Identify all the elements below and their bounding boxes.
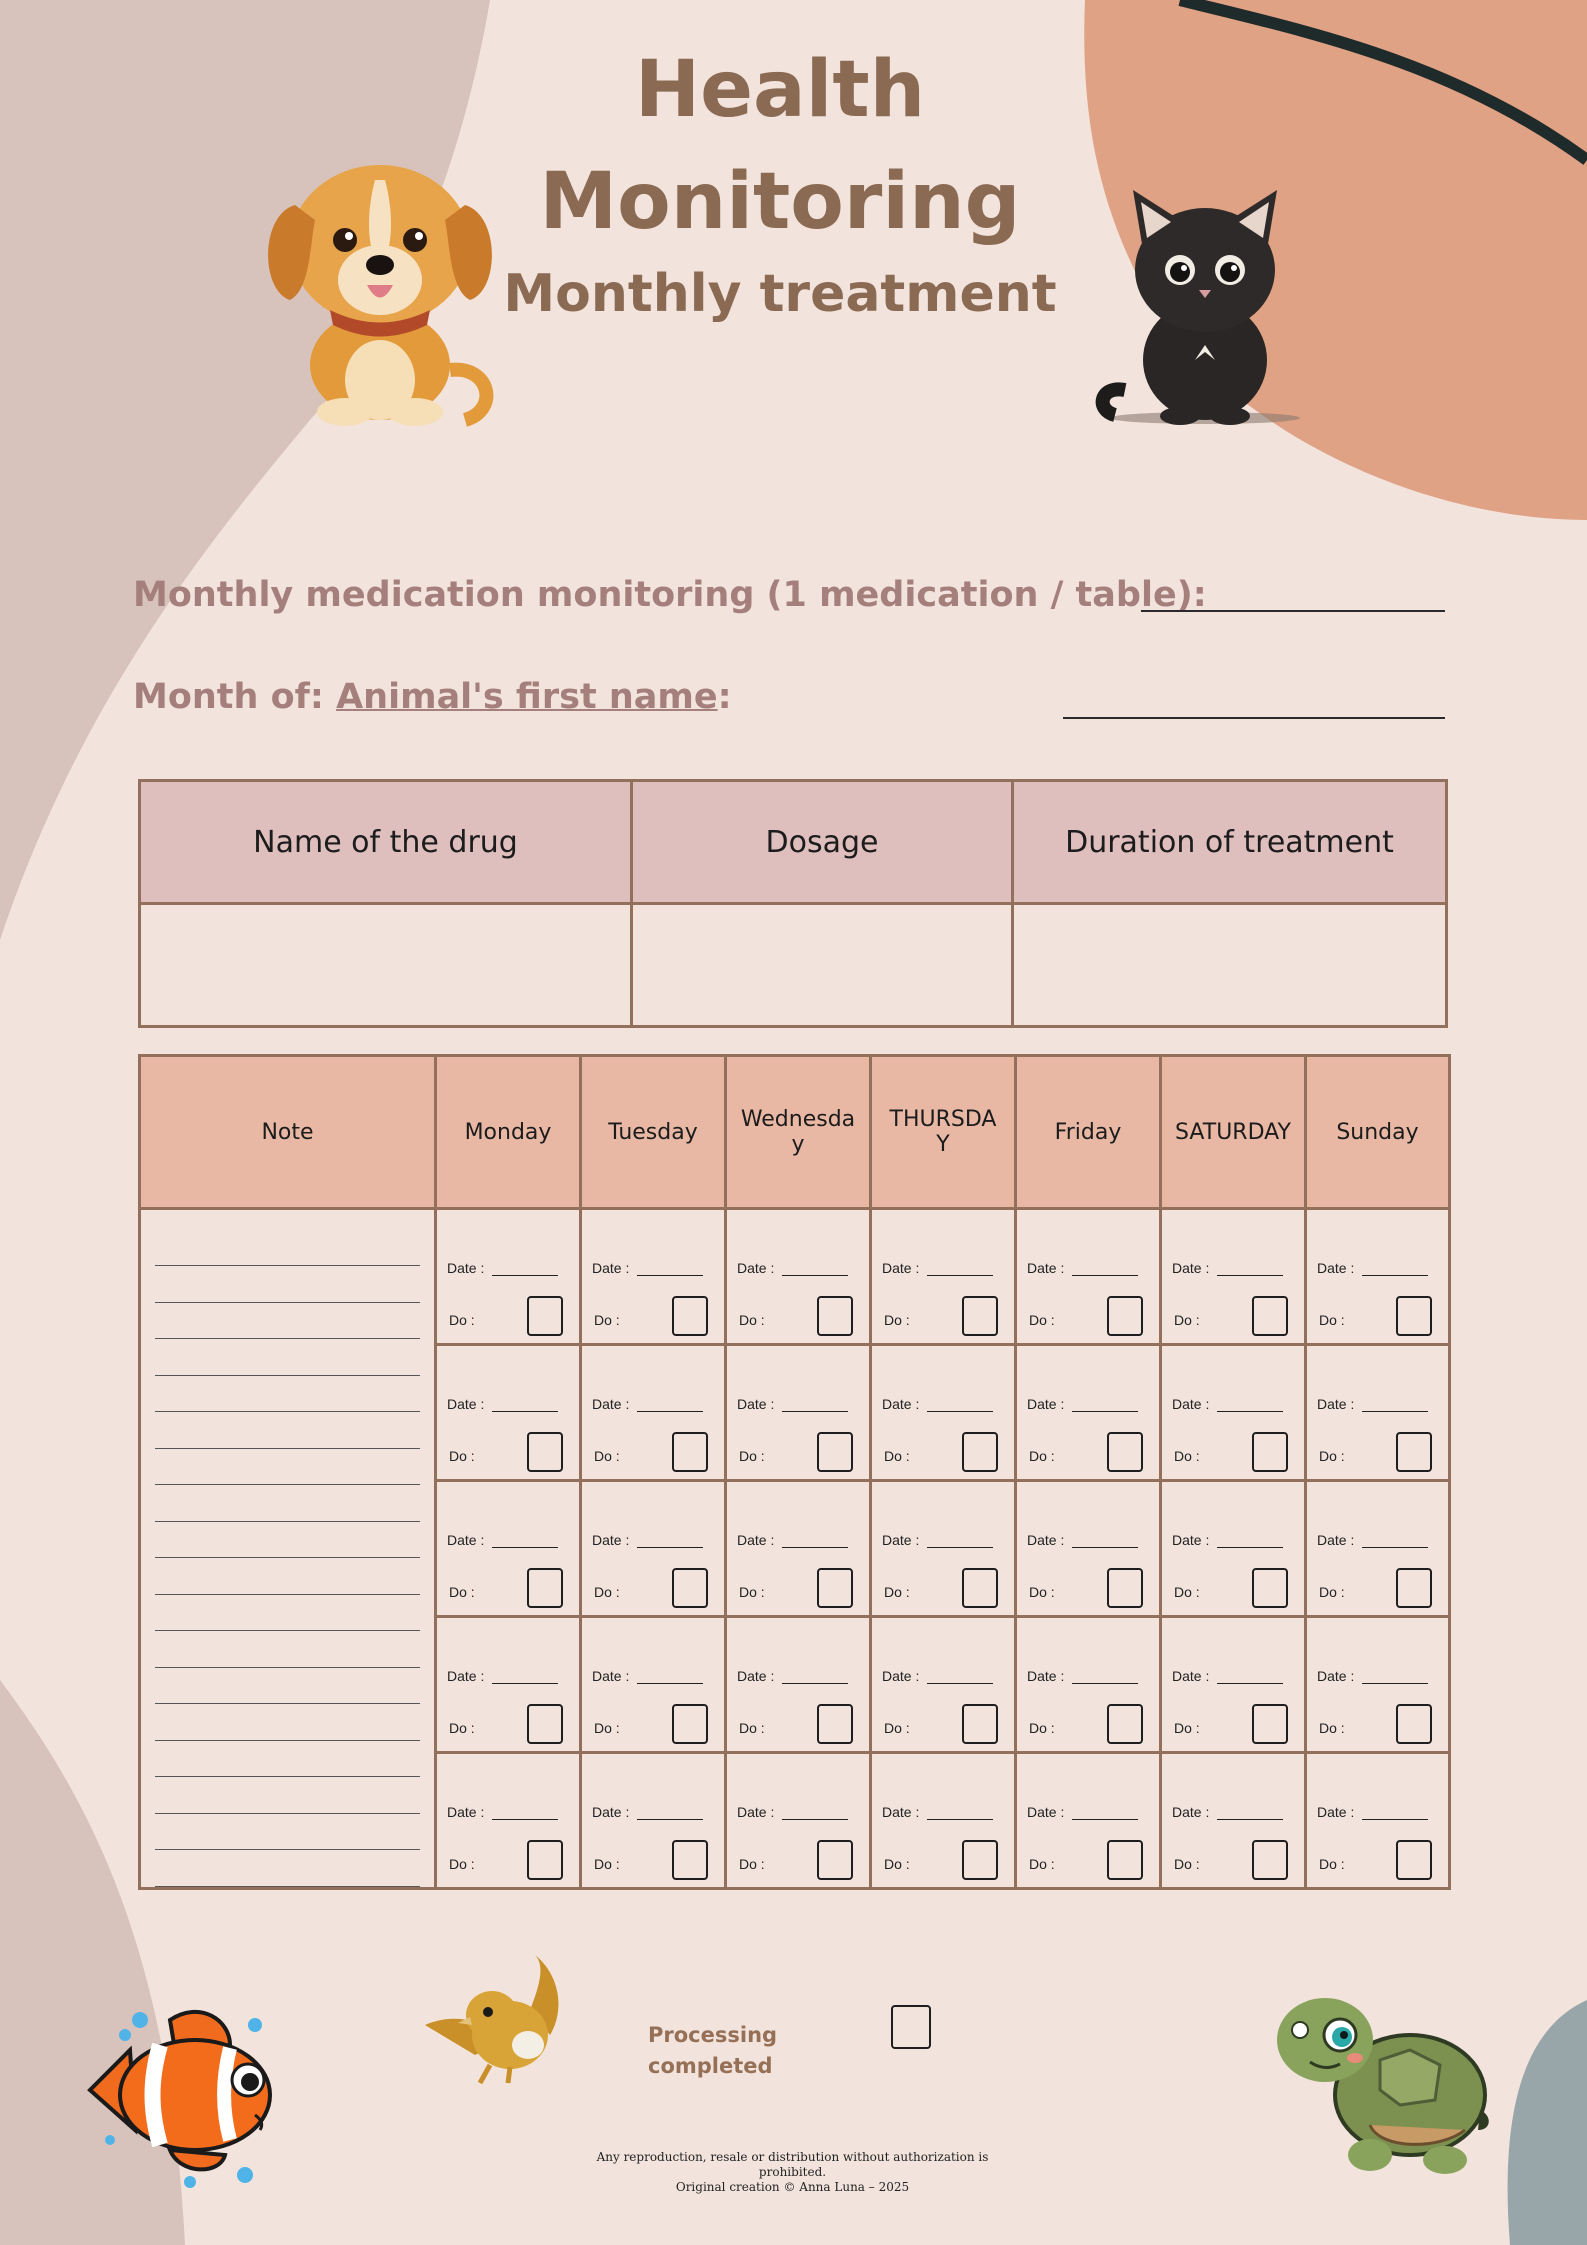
date-field[interactable] (447, 1804, 558, 1820)
do-checkbox[interactable] (672, 1840, 708, 1880)
do-label: Do : (594, 1448, 620, 1464)
dosage-header: Dosage (632, 781, 1013, 904)
do-checkbox[interactable] (817, 1432, 853, 1472)
sunday-day-cell (1306, 1209, 1450, 1345)
note-line (155, 1484, 420, 1485)
note-line (155, 1630, 420, 1631)
date-label: Date : (1317, 1668, 1355, 1684)
date-label: Date : (882, 1532, 920, 1548)
date-label: Date : (1027, 1804, 1065, 1820)
do-label: Do : (1319, 1312, 1345, 1328)
do-label: Do : (884, 1720, 910, 1736)
do-label: Do : (594, 1856, 620, 1872)
footer-credit: Original creation © Anna Luna – 2025 (675, 2180, 910, 2194)
sunday-day-cell (1306, 1617, 1450, 1753)
do-checkbox[interactable] (817, 1840, 853, 1880)
date-label: Date : (1027, 1260, 1065, 1276)
note-line (155, 1667, 420, 1668)
date-label: Date : (447, 1532, 485, 1548)
note-line (155, 1886, 420, 1887)
do-checkbox[interactable] (527, 1840, 563, 1880)
date-field[interactable] (592, 1396, 703, 1412)
date-label: Date : (882, 1260, 920, 1276)
do-label: Do : (1319, 1856, 1345, 1872)
date-blank (927, 1683, 993, 1684)
do-label: Do : (1029, 1312, 1055, 1328)
note-line (155, 1813, 420, 1814)
date-field[interactable] (1172, 1668, 1283, 1684)
date-label: Date : (1027, 1396, 1065, 1412)
date-label: Date : (447, 1668, 485, 1684)
wednesday-day-cell (726, 1209, 871, 1345)
date-blank (927, 1275, 993, 1276)
date-field[interactable] (1172, 1804, 1283, 1820)
do-checkbox[interactable] (1396, 1296, 1432, 1336)
date-blank (637, 1547, 703, 1548)
turtle-illustration-icon (1270, 1990, 1495, 2180)
do-checkbox[interactable] (672, 1568, 708, 1608)
do-label: Do : (1174, 1584, 1200, 1600)
do-label: Do : (739, 1584, 765, 1600)
date-field[interactable] (447, 1396, 558, 1412)
date-label: Date : (1172, 1668, 1210, 1684)
do-label: Do : (739, 1856, 765, 1872)
date-label: Date : (737, 1260, 775, 1276)
do-checkbox[interactable] (962, 1568, 998, 1608)
date-label: Date : (737, 1532, 775, 1548)
medication-field-line[interactable] (1141, 610, 1445, 612)
do-checkbox[interactable] (817, 1568, 853, 1608)
date-blank (1362, 1275, 1428, 1276)
do-checkbox[interactable] (962, 1840, 998, 1880)
do-label: Do : (884, 1856, 910, 1872)
thursday-day-cell (871, 1209, 1016, 1345)
do-checkbox[interactable] (527, 1432, 563, 1472)
do-checkbox[interactable] (1107, 1840, 1143, 1880)
date-field[interactable] (447, 1260, 558, 1276)
month-field-label (133, 677, 732, 717)
wednesday-day-cell (726, 1617, 871, 1753)
do-label: Do : (594, 1312, 620, 1328)
date-field[interactable] (1027, 1668, 1138, 1684)
do-checkbox[interactable] (1252, 1704, 1288, 1744)
do-checkbox[interactable] (1107, 1296, 1143, 1336)
date-blank (782, 1275, 848, 1276)
date-label: Date : (882, 1668, 920, 1684)
date-blank (1217, 1683, 1283, 1684)
saturday-day-cell (1161, 1617, 1306, 1753)
date-blank (637, 1819, 703, 1820)
date-blank (1072, 1683, 1138, 1684)
note-line (155, 1375, 420, 1376)
do-label: Do : (884, 1584, 910, 1600)
date-field[interactable] (737, 1396, 848, 1412)
sunday-header: Sunday (1306, 1056, 1450, 1209)
do-checkbox[interactable] (1252, 1432, 1288, 1472)
tuesday-day-cell (581, 1617, 726, 1753)
bird-illustration-icon (420, 1955, 580, 2085)
date-field[interactable] (1317, 1260, 1428, 1276)
do-label: Do : (1029, 1448, 1055, 1464)
friday-day-cell (1016, 1345, 1161, 1481)
monday-day-cell (436, 1617, 581, 1753)
date-field[interactable] (592, 1668, 703, 1684)
thursday-day-cell (871, 1481, 1016, 1617)
note-line (155, 1849, 420, 1850)
month-label-text: Month of: (133, 677, 324, 717)
date-label: Date : (882, 1396, 920, 1412)
duration-cell[interactable] (1013, 904, 1447, 1027)
date-blank (1217, 1275, 1283, 1276)
saturday-day-cell (1161, 1481, 1306, 1617)
footer (590, 2150, 995, 2195)
weekly-table-body (140, 1209, 1450, 1889)
do-label: Do : (449, 1856, 475, 1872)
date-field[interactable] (737, 1668, 848, 1684)
date-field[interactable] (1172, 1396, 1283, 1412)
note-line (155, 1703, 420, 1704)
drug-name-header: Name of the drug (140, 781, 632, 904)
date-field[interactable] (1172, 1532, 1283, 1548)
date-field[interactable] (882, 1668, 993, 1684)
animal-name-line[interactable] (1063, 717, 1445, 719)
date-blank (492, 1819, 558, 1820)
friday-day-cell (1016, 1753, 1161, 1889)
do-label: Do : (1174, 1856, 1200, 1872)
do-checkbox[interactable] (1252, 1296, 1288, 1336)
date-blank (1072, 1275, 1138, 1276)
drug-table-row (140, 904, 1447, 1027)
date-label: Date : (592, 1804, 630, 1820)
weekly-table-header-row (140, 1056, 1450, 1209)
date-blank (492, 1411, 558, 1412)
page-title-line1: Health (634, 45, 926, 135)
date-field[interactable] (737, 1532, 848, 1548)
date-field[interactable] (1027, 1260, 1138, 1276)
processing-completed-checkbox[interactable] (891, 2005, 931, 2049)
do-label: Do : (1319, 1720, 1345, 1736)
date-blank (637, 1411, 703, 1412)
do-checkbox[interactable] (672, 1704, 708, 1744)
monday-header: Monday (436, 1056, 581, 1209)
date-blank (927, 1547, 993, 1548)
do-checkbox[interactable] (527, 1296, 563, 1336)
date-label: Date : (1317, 1396, 1355, 1412)
do-checkbox[interactable] (672, 1296, 708, 1336)
week-row (140, 1209, 1450, 1345)
date-blank (1217, 1547, 1283, 1548)
saturday-header: SATURDAY (1161, 1056, 1306, 1209)
animal-label-colon: : (717, 677, 732, 717)
thursday-day-cell (871, 1617, 1016, 1753)
date-label: Date : (737, 1804, 775, 1820)
friday-day-cell (1016, 1481, 1161, 1617)
do-label: Do : (884, 1448, 910, 1464)
date-label: Date : (592, 1668, 630, 1684)
date-blank (927, 1411, 993, 1412)
do-checkbox[interactable] (817, 1296, 853, 1336)
date-blank (1217, 1819, 1283, 1820)
date-field[interactable] (1317, 1532, 1428, 1548)
date-blank (637, 1683, 703, 1684)
date-label: Date : (1317, 1804, 1355, 1820)
do-label: Do : (449, 1312, 475, 1328)
sunday-day-cell (1306, 1345, 1450, 1481)
do-label: Do : (449, 1584, 475, 1600)
clownfish-illustration-icon (80, 1990, 290, 2190)
date-blank (1362, 1683, 1428, 1684)
date-label: Date : (1027, 1532, 1065, 1548)
note-line (155, 1448, 420, 1449)
date-label: Date : (1172, 1260, 1210, 1276)
do-checkbox[interactable] (1396, 1840, 1432, 1880)
date-field[interactable] (882, 1260, 993, 1276)
date-field[interactable] (737, 1260, 848, 1276)
date-field[interactable] (882, 1532, 993, 1548)
date-blank (1072, 1819, 1138, 1820)
note-line (155, 1411, 420, 1412)
do-label: Do : (449, 1720, 475, 1736)
date-field[interactable] (447, 1532, 558, 1548)
thursday-day-cell (871, 1345, 1016, 1481)
do-label: Do : (739, 1448, 765, 1464)
date-label: Date : (882, 1804, 920, 1820)
friday-header: Friday (1016, 1056, 1161, 1209)
duration-header: Duration of treatment (1013, 781, 1447, 904)
date-blank (782, 1411, 848, 1412)
note-line (155, 1594, 420, 1595)
do-label: Do : (1029, 1720, 1055, 1736)
do-label: Do : (1174, 1448, 1200, 1464)
monday-day-cell (436, 1209, 581, 1345)
friday-day-cell (1016, 1617, 1161, 1753)
do-label: Do : (739, 1720, 765, 1736)
date-field[interactable] (447, 1668, 558, 1684)
footer-copyright-notice: Any reproduction, resale or distribution without authorization is prohibited. (596, 2150, 989, 2179)
date-label: Date : (1317, 1532, 1355, 1548)
date-blank (782, 1819, 848, 1820)
date-blank (782, 1547, 848, 1548)
date-field[interactable] (592, 1804, 703, 1820)
do-label: Do : (1029, 1856, 1055, 1872)
note-header: Note (140, 1056, 436, 1209)
tuesday-day-cell (581, 1481, 726, 1617)
do-label: Do : (1174, 1312, 1200, 1328)
do-checkbox[interactable] (1252, 1840, 1288, 1880)
page-subtitle: Monthly treatment (503, 264, 1057, 324)
date-label: Date : (737, 1396, 775, 1412)
date-field[interactable] (1317, 1668, 1428, 1684)
page-title-line2: Monitoring (539, 157, 1021, 247)
do-label: Do : (1029, 1584, 1055, 1600)
animal-name-label: Animal's first name (336, 677, 718, 717)
cat-illustration-icon (1095, 180, 1310, 430)
saturday-day-cell (1161, 1753, 1306, 1889)
date-label: Date : (1172, 1532, 1210, 1548)
date-field[interactable] (882, 1804, 993, 1820)
date-field[interactable] (1172, 1260, 1283, 1276)
wednesday-day-cell (726, 1345, 871, 1481)
date-blank (637, 1275, 703, 1276)
date-label: Date : (1172, 1804, 1210, 1820)
date-blank (782, 1683, 848, 1684)
date-field[interactable] (1317, 1396, 1428, 1412)
monday-day-cell (436, 1753, 581, 1889)
do-checkbox[interactable] (1107, 1704, 1143, 1744)
do-checkbox[interactable] (817, 1704, 853, 1744)
do-checkbox[interactable] (1396, 1704, 1432, 1744)
date-blank (492, 1683, 558, 1684)
weekly-table (138, 1054, 1451, 1890)
date-blank (1072, 1411, 1138, 1412)
do-checkbox[interactable] (527, 1704, 563, 1744)
note-line (155, 1557, 420, 1558)
date-label: Date : (592, 1532, 630, 1548)
date-label: Date : (447, 1396, 485, 1412)
do-checkbox[interactable] (1107, 1432, 1143, 1472)
tuesday-day-cell (581, 1345, 726, 1481)
do-checkbox[interactable] (1107, 1568, 1143, 1608)
date-blank (492, 1275, 558, 1276)
date-blank (492, 1547, 558, 1548)
date-label: Date : (1172, 1396, 1210, 1412)
note-cell[interactable] (140, 1209, 436, 1889)
do-label: Do : (739, 1312, 765, 1328)
do-checkbox[interactable] (962, 1296, 998, 1336)
do-checkbox[interactable] (1396, 1432, 1432, 1472)
date-field[interactable] (1027, 1532, 1138, 1548)
do-checkbox[interactable] (527, 1568, 563, 1608)
date-field[interactable] (1317, 1804, 1428, 1820)
date-blank (1362, 1819, 1428, 1820)
do-checkbox[interactable] (672, 1432, 708, 1472)
date-label: Date : (1317, 1260, 1355, 1276)
date-field[interactable] (592, 1260, 703, 1276)
medication-field-label: Monthly medication monitoring (1 medication / table): (133, 575, 1207, 615)
date-blank (1217, 1411, 1283, 1412)
note-line (155, 1740, 420, 1741)
note-line (155, 1302, 420, 1303)
date-label: Date : (447, 1260, 485, 1276)
tuesday-day-cell (581, 1753, 726, 1889)
date-label: Date : (1027, 1668, 1065, 1684)
date-label: Date : (447, 1804, 485, 1820)
do-label: Do : (1174, 1720, 1200, 1736)
date-field[interactable] (1027, 1804, 1138, 1820)
saturday-day-cell (1161, 1345, 1306, 1481)
do-label: Do : (1319, 1448, 1345, 1464)
do-label: Do : (1319, 1584, 1345, 1600)
note-line (155, 1338, 420, 1339)
monday-day-cell (436, 1345, 581, 1481)
note-line (155, 1265, 420, 1266)
tuesday-header: Tuesday (581, 1056, 726, 1209)
sunday-day-cell (1306, 1753, 1450, 1889)
wednesday-day-cell (726, 1753, 871, 1889)
saturday-day-cell (1161, 1209, 1306, 1345)
do-label: Do : (594, 1720, 620, 1736)
wednesday-header: Wednesday (726, 1056, 871, 1209)
thursday-day-cell (871, 1753, 1016, 1889)
note-line (155, 1776, 420, 1777)
drug-name-cell[interactable] (140, 904, 632, 1027)
do-checkbox[interactable] (962, 1432, 998, 1472)
do-checkbox[interactable] (1396, 1568, 1432, 1608)
drug-table-header-row (140, 781, 1447, 904)
do-label: Do : (449, 1448, 475, 1464)
do-checkbox[interactable] (962, 1704, 998, 1744)
do-label: Do : (884, 1312, 910, 1328)
date-blank (1362, 1547, 1428, 1548)
date-label: Date : (592, 1396, 630, 1412)
do-label: Do : (594, 1584, 620, 1600)
date-blank (1362, 1411, 1428, 1412)
processing-completed-label: Processing completed (648, 2023, 778, 2078)
thursday-header: THURSDAY (871, 1056, 1016, 1209)
dog-illustration-icon (255, 150, 505, 430)
monday-day-cell (436, 1481, 581, 1617)
date-field[interactable] (592, 1532, 703, 1548)
do-checkbox[interactable] (1252, 1568, 1288, 1608)
sunday-day-cell (1306, 1481, 1450, 1617)
friday-day-cell (1016, 1209, 1161, 1345)
date-field[interactable] (1027, 1396, 1138, 1412)
date-label: Date : (737, 1668, 775, 1684)
dosage-cell[interactable] (632, 904, 1013, 1027)
date-field[interactable] (882, 1396, 993, 1412)
note-lines (155, 1210, 420, 1887)
date-field[interactable] (737, 1804, 848, 1820)
date-blank (1072, 1547, 1138, 1548)
tuesday-day-cell (581, 1209, 726, 1345)
drug-table (138, 779, 1448, 1028)
date-blank (927, 1819, 993, 1820)
note-line (155, 1521, 420, 1522)
wednesday-day-cell (726, 1481, 871, 1617)
date-label: Date : (592, 1260, 630, 1276)
